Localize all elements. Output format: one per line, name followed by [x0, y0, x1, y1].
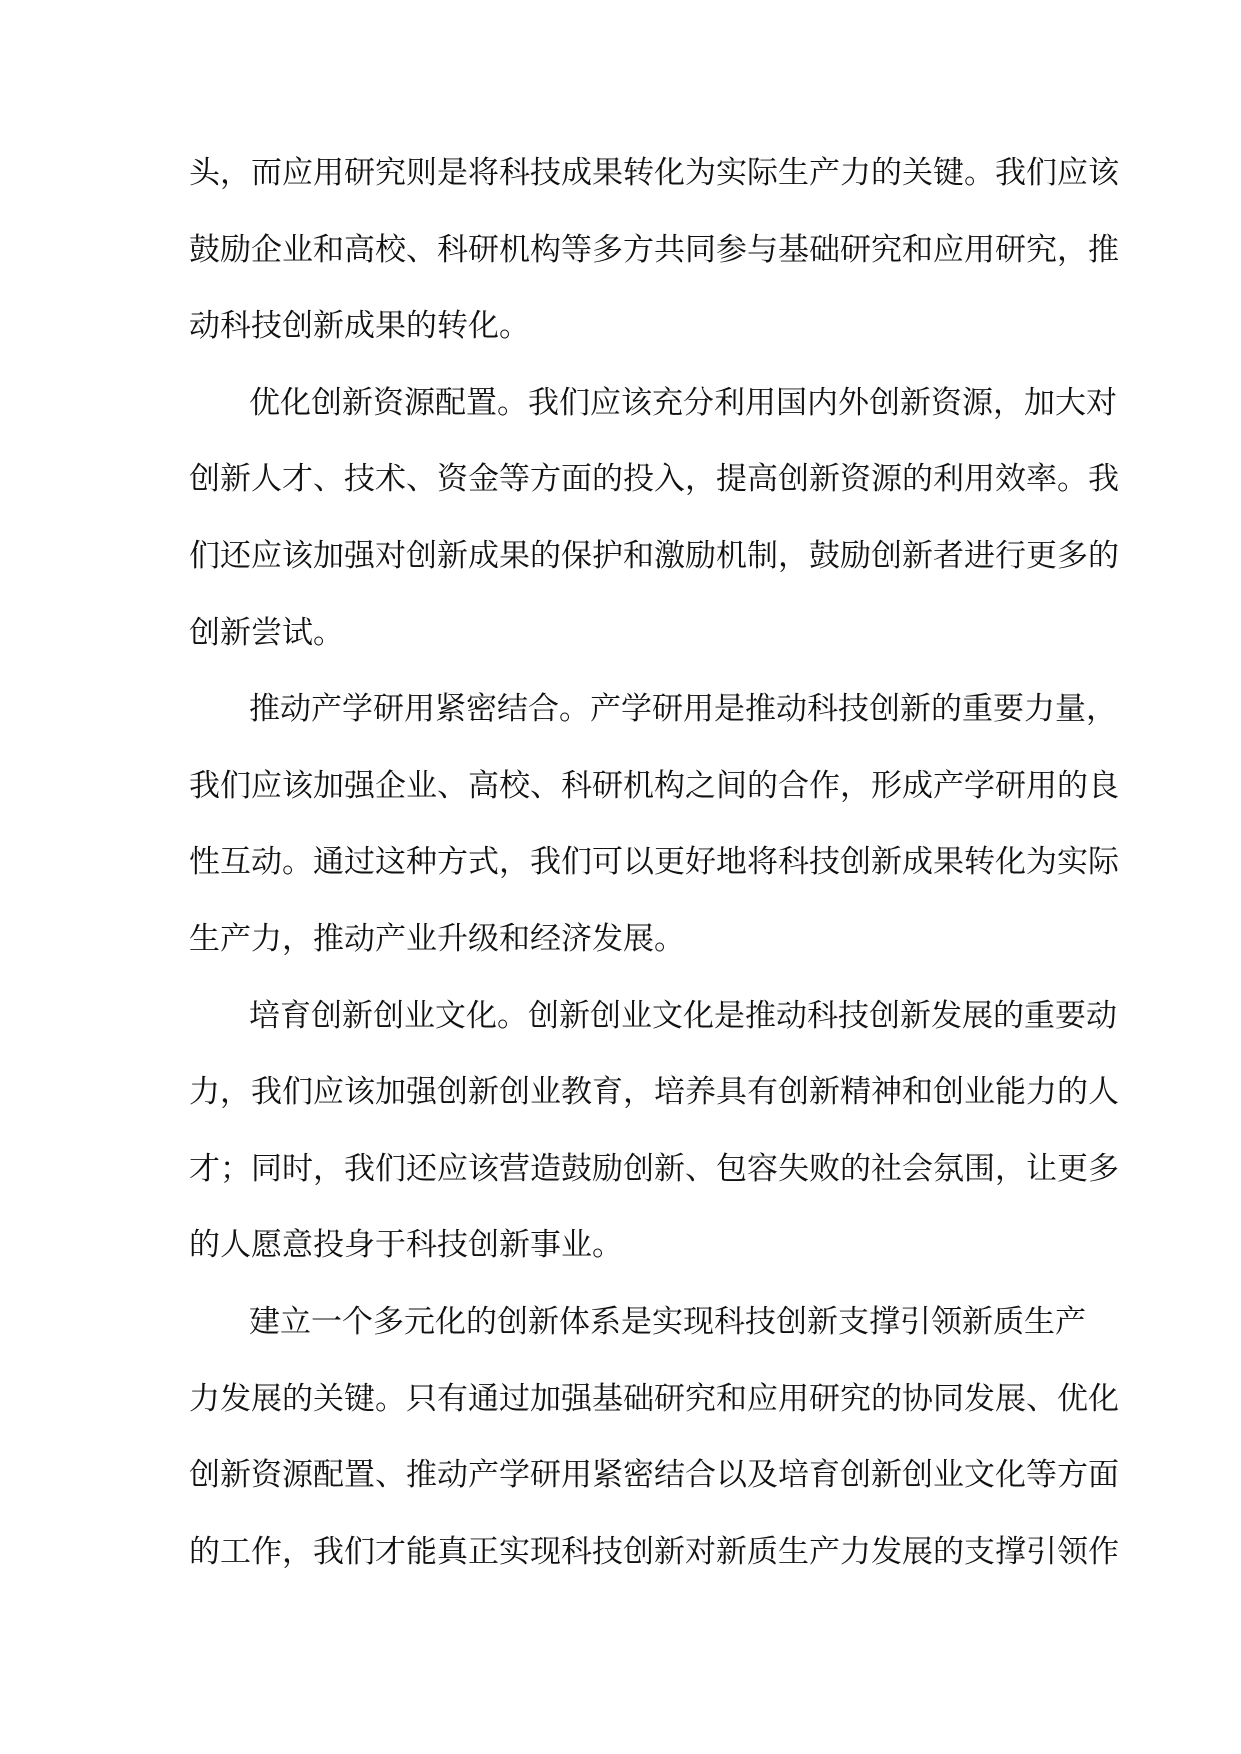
- text-line: 性互动。通过这种方式，我们可以更好地将科技创新成果转化为实际: [189, 844, 1119, 881]
- text-line: 的工作，我们才能真正实现科技创新对新质生产力发展的支撑引领作: [189, 1533, 1119, 1570]
- paragraph-first-line: 培育创新创业文化。创新创业文化是推动科技创新发展的重要动: [249, 997, 1117, 1034]
- text-line: 我们应该加强企业、高校、科研机构之间的合作，形成产学研用的良: [189, 767, 1119, 804]
- text-line: 鼓励企业和高校、科研机构等多方共同参与基础研究和应用研究，推: [189, 231, 1119, 268]
- body-text: [189, 143, 1119, 1598]
- text-line: 创新尝试。: [189, 614, 344, 651]
- text-line: 的人愿意投身于科技创新事业。: [189, 1227, 623, 1264]
- text-line: 力发展的关键。只有通过加强基础研究和应用研究的协同发展、优化: [189, 1380, 1119, 1417]
- text-line: 才；同时，我们还应该营造鼓励创新、包容失败的社会氛围，让更多: [189, 1150, 1119, 1187]
- text-line: 生产力，推动产业升级和经济发展。: [189, 920, 685, 957]
- paragraph-first-line: 建立一个多元化的创新体系是实现科技创新支撑引领新质生产: [249, 1303, 1086, 1340]
- text-line: 创新人才、技术、资金等方面的投入，提高创新资源的利用效率。我: [189, 461, 1119, 498]
- text-line: 创新资源配置、推动产学研用紧密结合以及培育创新创业文化等方面: [189, 1457, 1119, 1494]
- text-line: 们还应该加强对创新成果的保护和激励机制，鼓励创新者进行更多的: [189, 537, 1119, 574]
- text-line: 头，而应用研究则是将科技成果转化为实际生产力的关键。我们应该: [189, 155, 1119, 191]
- text-line: 动科技创新成果的转化。: [189, 308, 530, 345]
- text-line: 力，我们应该加强创新创业教育，培养具有创新精神和创业能力的人: [189, 1074, 1119, 1111]
- paragraph-first-line: 优化创新资源配置。我们应该充分利用国内外创新资源，加大对: [249, 384, 1117, 421]
- paragraph-first-line: 推动产学研用紧密结合。产学研用是推动科技创新的重要力量，: [249, 691, 1117, 728]
